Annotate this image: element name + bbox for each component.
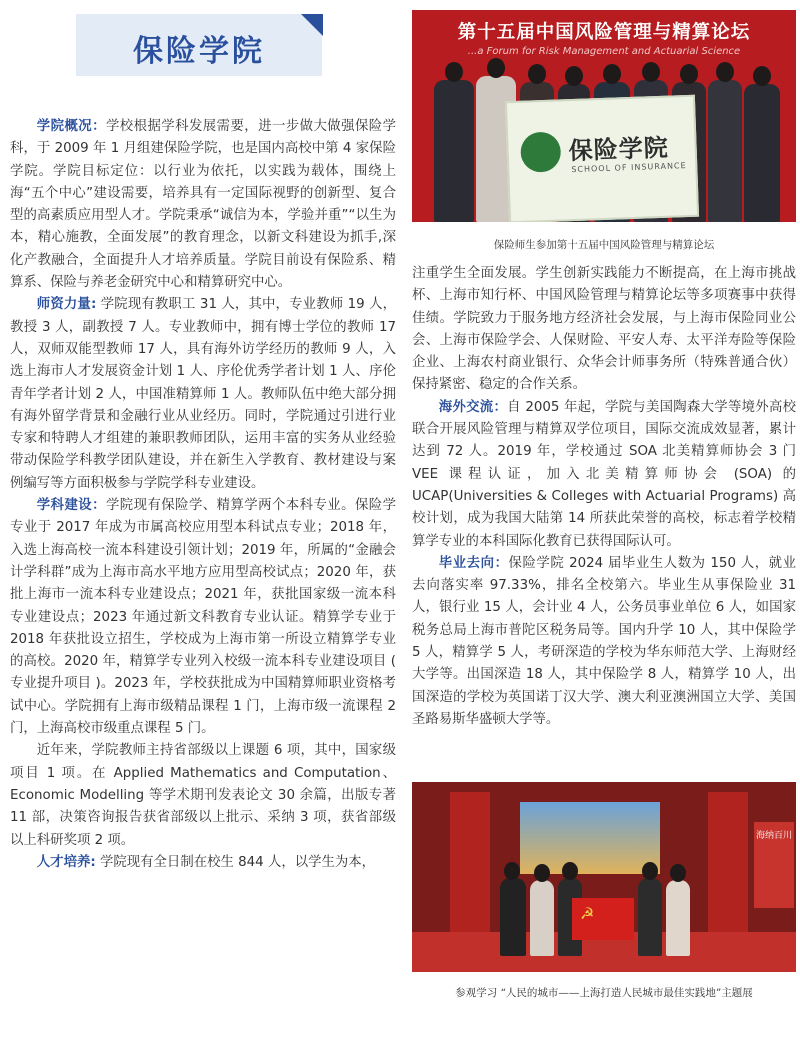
label-exchange: 海外交流： <box>438 399 508 415</box>
paragraph-exchange <box>412 397 796 553</box>
paragraph-training <box>10 852 396 874</box>
text-training: 学院现有全日制在校生 844 人，以学生为本， <box>95 854 376 870</box>
paragraph-research <box>10 740 396 851</box>
paragraph-overview <box>10 116 396 294</box>
red-pillar <box>450 792 490 942</box>
flag-subtitle: SCHOOL OF INSURANCE <box>571 161 687 175</box>
forum-banner-title: 第十五届中国风险管理与精算论坛 <box>457 22 751 43</box>
photo-caption-forum: 保险师生参加第十五届中国风险管理与精算论坛 <box>493 239 715 251</box>
label-training: 人才培养: <box>36 854 96 870</box>
text-overview: 学校根据学科发展需要，进一步做大做强保险学科，于 2009 年 1 月组建保险学院，也是国内高校中第 4 家保险学院。学院目标定位：以行业为依托，以实践为载体，围绕上海“五个中心”建设需要，培养具有一定国际视野的创新型、复合型的高素质应用型人才。学院秉承“诚信为本，学验并重”“以生为本，精心施教，全面发展”的教育理念，以新文科建设为抓手,深化产教融合，全面提升人才培养质量。学院目前设有保险系、精算系、保险与养老金研究中心和精算研究中心。 <box>10 119 397 291</box>
paragraph-discipline <box>10 495 396 740</box>
text-training-cont: 注重学生全面发展。学生创新实践能力不断提高，在上海市挑战杯、上海市知行杯、中国风险管理与精算论坛等多项赛事中获得佳绩。学院致力于服务地方经济社会发展，与上海市保险同业公会、上海市保险学会、人保财险、平安人寿、太平洋寿险等保险企业、上海农村商业银行、众华会计师事务所（特殊普通合伙）保持紧密、稳定的合作关系。 <box>412 266 796 393</box>
photo-caption-exhibition: 参观学习 “人民的城市——上海打造人民城市最佳实践地”主题展 <box>455 987 753 999</box>
text-discipline: 学院现有保险学、精算学两个本科专业。保险学专业于 2017 年成为市属高校应用型本科试点专业；2018 年，入选上海高校一流本科建设引领计划；2019 年，所属的“金融会计学科群”成为上海市高水平地方应用型高校试点；2020 年，获批上海市一流本科专业建设点；2021 年，获批国家级一流本科专业建设点；2023 年通过新文科教育专业认证。精算学专业于 2018 年获批设立招生，学校成为上海市第一所设立精算学专业的高校。2020 年，精算学专业列入校级一流本科专业建设项目 ( 专业提升项目 )。2023 年，学校获批成为中国精算师职业资格考试中心。学院拥有上海市级精品课程 1 门，上海市级一流课程 2 门，上海高校市级重点课程 5 门。 <box>10 498 397 737</box>
paragraph-faculty <box>10 294 396 495</box>
red-pillar <box>708 792 748 942</box>
exhibit-sign: 海纳百川 <box>754 822 794 908</box>
school-flag <box>505 95 699 222</box>
forum-banner-subtitle: ...a Forum for Risk Management and Actuarial Science <box>467 46 741 57</box>
text-exchange: 自 2005 年起，学院与美国陶森大学等境外高校联合开展风险管理与精算双学位项目，国际交流成效显著，累计达到 72 人。2019 年，学校通过 SOA 北美精算师协会 3 门 VEE 课程认证，加入北美精算师协会 (SOA) 的 UCAP(Universities & Colleges with Actuarial Programs) 高校计划，成为我国大陆第 14 所获此荣誉的高校，标志着学校精算学专业的本科国际化教育已获得国际认可。 <box>412 399 797 549</box>
label-overview: 学院概况： <box>36 119 106 134</box>
paragraph-training-cont <box>412 263 796 397</box>
header-banner <box>76 14 322 76</box>
label-employment: 毕业去向： <box>438 555 509 571</box>
exhibition-photo <box>412 782 796 972</box>
label-faculty: 师资力量: <box>36 297 97 313</box>
left-column <box>10 116 396 874</box>
label-discipline: 学科建设： <box>36 498 106 514</box>
flag-title: 保险学院 <box>568 133 670 166</box>
text-faculty: 学院现有教职工 31 人，其中，专业教师 19 人，教授 3 人，副教授 7 人。专业教师中，拥有博士学位的教师 17 人，双师双能型教师 17 人，具有海外访学经历的教师 9 人，入选上海市人才发展资金计划 1 人、序伦优秀学者计划 1 人、序伦青年学者计划 2 人，中国准精算师 1 人。教师队伍中绝大部分拥有海外留学背景和金融行业从业经历。同时，学院通过引进行业专家和特聘人才组建的兼职教师团队，运用丰富的实务从业经验带动保险学科教学团队建设，并在新生入学教育、教材建设与案例编写等方面积极参与学院学科专业建设。 <box>10 297 397 491</box>
text-research: 近年来，学院教师主持省部级以上课题 6 项，其中，国家级项目 1 项。在 Applied Mathematics and Computation、Economic Modelling 等学术期刊发表论文 30 余篇，出版专著 11 部，决策咨询报告获省部级以上批示、采纳 3 项，获省部级以上科研奖项 2 项。 <box>10 743 396 848</box>
forum-photo <box>412 10 796 222</box>
right-column <box>412 263 796 731</box>
hammer-sickle-icon: ☭ <box>580 904 595 923</box>
page-title: 保险学院 <box>133 34 265 69</box>
text-employment: 保险学院 2024 届毕业生人数为 150 人，就业去向落实率 97.33%，排名全校第六。毕业生从事保险业 31 人，银行业 15 人，会计业 4 人，公务员事业单位 6 人，如国家税务总局上海市普陀区税务局等。国内升学 10 人，其中保险学 5 人，精算学 5 人，考研深造的学校为华东师范大学、上海财经大学等。出国深造 18 人，其中保险学 8 人，精算学 10 人，出国深造的学校为英国诺丁汉大学、澳大利亚澳洲国立大学、美国圣路易斯华盛顿大学等。 <box>412 555 796 727</box>
paragraph-employment <box>412 553 796 731</box>
school-logo-icon <box>520 131 561 172</box>
